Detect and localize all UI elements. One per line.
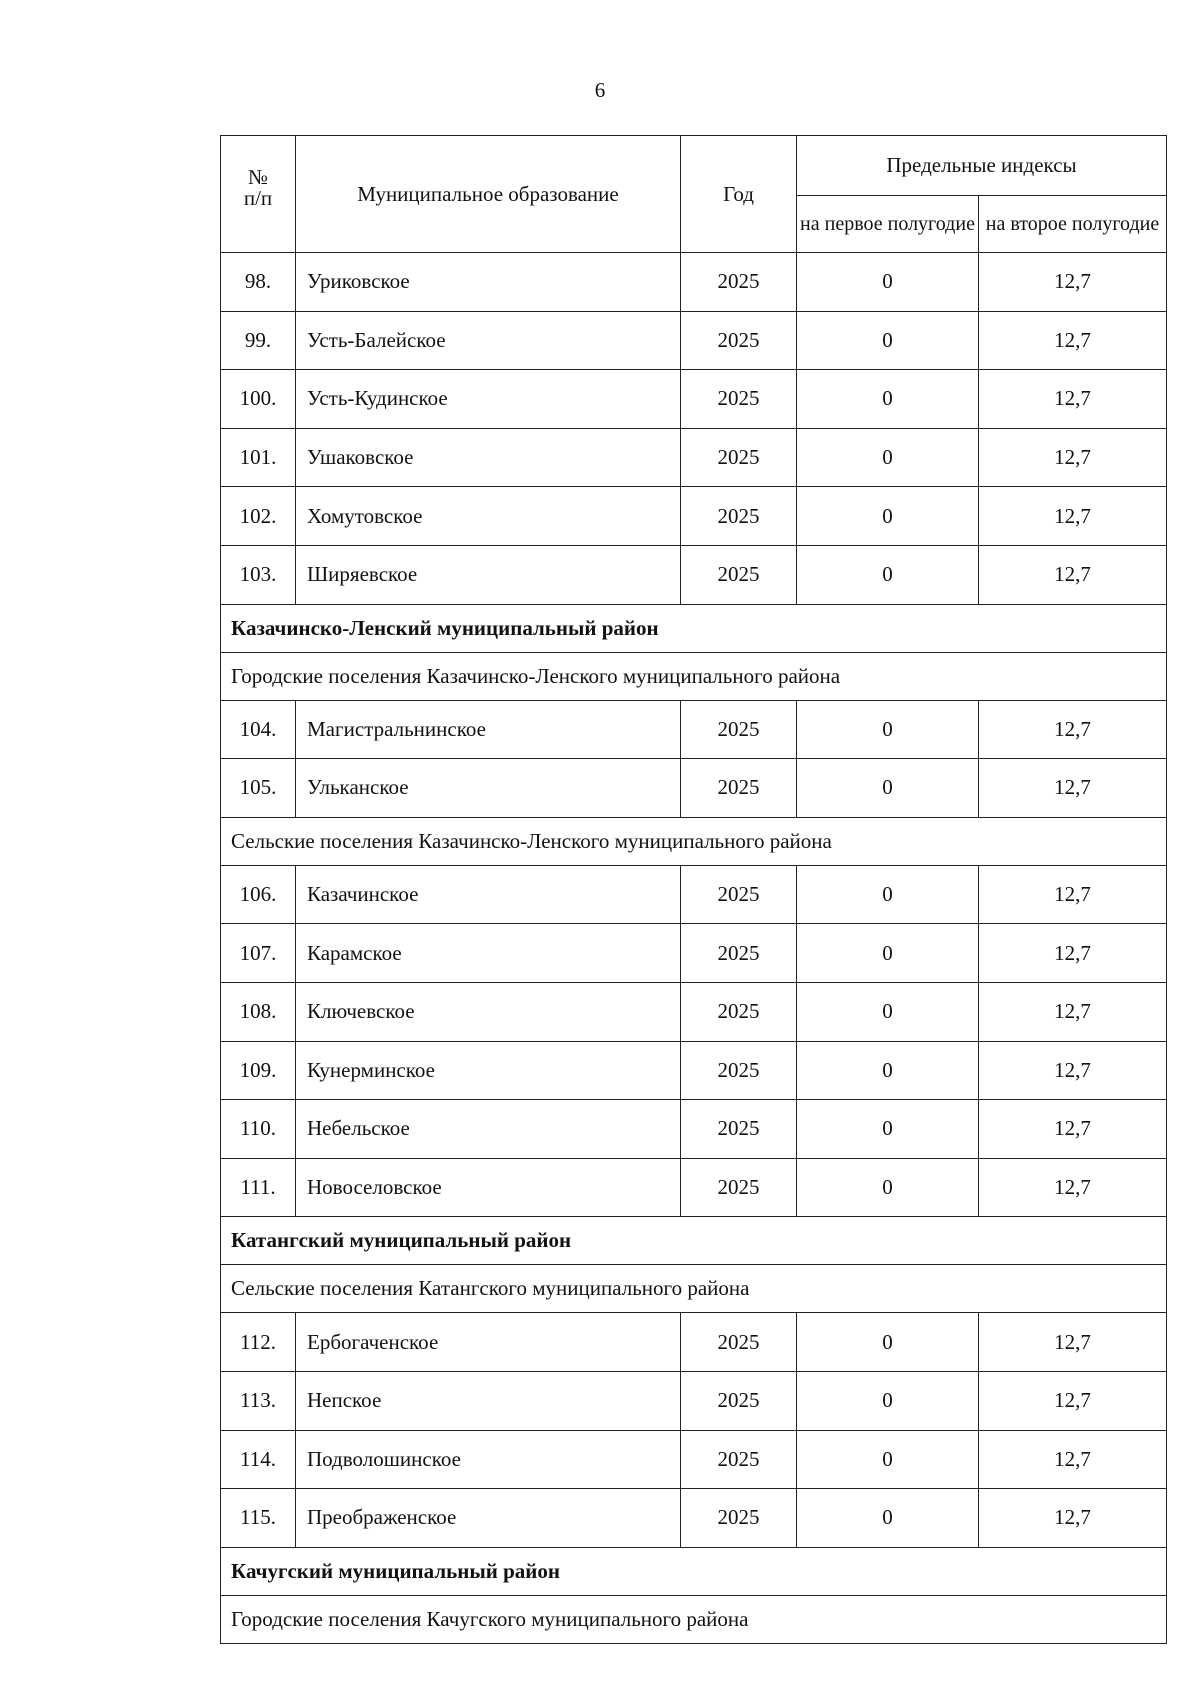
first-half-index: 0 (797, 1489, 979, 1548)
municipality-name: Карамское (296, 924, 681, 983)
table-header (221, 136, 1167, 253)
settlement-group-heading: Городские поселения Казачинско-Ленского муниципального района (221, 652, 1167, 700)
year-cell: 2025 (681, 1430, 797, 1489)
row-number: 105. (221, 759, 296, 818)
year-cell: 2025 (681, 1041, 797, 1100)
table-row (221, 253, 1167, 312)
second-half-index: 12,7 (979, 924, 1167, 983)
second-half-index: 12,7 (979, 487, 1167, 546)
first-half-index: 0 (797, 1041, 979, 1100)
district-heading: Казачинско-Ленский муниципальный район (221, 604, 1167, 652)
year-cell: 2025 (681, 545, 797, 604)
year-cell: 2025 (681, 1489, 797, 1548)
row-number: 114. (221, 1430, 296, 1489)
row-number: 113. (221, 1371, 296, 1430)
header-number-label: № п/п (243, 165, 273, 210)
table-row (221, 1100, 1167, 1159)
row-number: 115. (221, 1489, 296, 1548)
header-number (221, 136, 296, 253)
year-cell: 2025 (681, 253, 797, 312)
table-row (221, 1158, 1167, 1217)
municipality-name: Казачинское (296, 865, 681, 924)
first-half-index: 0 (797, 759, 979, 818)
second-half-index: 12,7 (979, 759, 1167, 818)
table-row (221, 759, 1167, 818)
row-number: 110. (221, 1100, 296, 1159)
settlement-group-heading: Сельские поселения Катангского муниципального района (221, 1265, 1167, 1313)
row-number: 111. (221, 1158, 296, 1217)
table-row (221, 428, 1167, 487)
year-cell: 2025 (681, 1158, 797, 1217)
year-cell: 2025 (681, 428, 797, 487)
row-number: 109. (221, 1041, 296, 1100)
header-first-half: на первое полугодие (797, 196, 979, 253)
municipality-name: Новоселовское (296, 1158, 681, 1217)
table-row (221, 1041, 1167, 1100)
table-row (221, 370, 1167, 429)
second-half-index: 12,7 (979, 1371, 1167, 1430)
first-half-index: 0 (797, 311, 979, 370)
year-cell: 2025 (681, 982, 797, 1041)
table-row (221, 1430, 1167, 1489)
first-half-index: 0 (797, 253, 979, 312)
row-number: 102. (221, 487, 296, 546)
year-cell: 2025 (681, 370, 797, 429)
municipality-name: Хомутовское (296, 487, 681, 546)
municipality-name: Ширяевское (296, 545, 681, 604)
table-row (221, 1313, 1167, 1372)
row-number: 103. (221, 545, 296, 604)
row-number: 108. (221, 982, 296, 1041)
second-half-index: 12,7 (979, 370, 1167, 429)
first-half-index: 0 (797, 924, 979, 983)
second-half-index: 12,7 (979, 700, 1167, 759)
table-row (221, 865, 1167, 924)
second-half-index: 12,7 (979, 865, 1167, 924)
year-cell: 2025 (681, 311, 797, 370)
table-row (221, 982, 1167, 1041)
municipality-name: Магистральнинское (296, 700, 681, 759)
municipality-name: Подволошинское (296, 1430, 681, 1489)
district-heading: Качугский муниципальный район (221, 1547, 1167, 1595)
municipality-name: Небельское (296, 1100, 681, 1159)
first-half-index: 0 (797, 545, 979, 604)
settlement-group-heading: Сельские поселения Казачинско-Ленского муниципального района (221, 817, 1167, 865)
row-number: 106. (221, 865, 296, 924)
header-year: Год (681, 136, 797, 253)
second-half-index: 12,7 (979, 982, 1167, 1041)
municipality-name: Ключевское (296, 982, 681, 1041)
row-number: 99. (221, 311, 296, 370)
district-row (221, 1547, 1167, 1595)
second-half-index: 12,7 (979, 253, 1167, 312)
first-half-index: 0 (797, 370, 979, 429)
header-second-half: на второе полугодие (979, 196, 1167, 253)
row-number: 100. (221, 370, 296, 429)
header-municipality: Муниципальное образование (296, 136, 681, 253)
first-half-index: 0 (797, 428, 979, 487)
settlement-group-row (221, 1265, 1167, 1313)
first-half-index: 0 (797, 700, 979, 759)
settlement-group-row (221, 1595, 1167, 1643)
page-number: 6 (594, 78, 606, 102)
second-half-index: 12,7 (979, 428, 1167, 487)
table-row (221, 311, 1167, 370)
first-half-index: 0 (797, 1371, 979, 1430)
settlement-group-heading: Городские поселения Качугского муниципального района (221, 1595, 1167, 1643)
table-row (221, 700, 1167, 759)
row-number: 101. (221, 428, 296, 487)
second-half-index: 12,7 (979, 1158, 1167, 1217)
first-half-index: 0 (797, 982, 979, 1041)
row-number: 112. (221, 1313, 296, 1372)
municipality-name: Преображенское (296, 1489, 681, 1548)
year-cell: 2025 (681, 759, 797, 818)
second-half-index: 12,7 (979, 545, 1167, 604)
municipality-name: Ушаковское (296, 428, 681, 487)
first-half-index: 0 (797, 1100, 979, 1159)
year-cell: 2025 (681, 1313, 797, 1372)
table-row (221, 487, 1167, 546)
year-cell: 2025 (681, 1100, 797, 1159)
first-half-index: 0 (797, 487, 979, 546)
district-heading: Катангский муниципальный район (221, 1217, 1167, 1265)
table-row (221, 924, 1167, 983)
table-body (221, 253, 1167, 1644)
district-row (221, 1217, 1167, 1265)
row-number: 104. (221, 700, 296, 759)
municipality-name: Усть-Балейское (296, 311, 681, 370)
year-cell: 2025 (681, 1371, 797, 1430)
year-cell: 2025 (681, 924, 797, 983)
row-number: 98. (221, 253, 296, 312)
municipality-name: Непское (296, 1371, 681, 1430)
settlement-group-row (221, 817, 1167, 865)
second-half-index: 12,7 (979, 1100, 1167, 1159)
second-half-index: 12,7 (979, 1041, 1167, 1100)
first-half-index: 0 (797, 1430, 979, 1489)
row-number: 107. (221, 924, 296, 983)
year-cell: 2025 (681, 487, 797, 546)
table-row (221, 545, 1167, 604)
first-half-index: 0 (797, 1313, 979, 1372)
year-cell: 2025 (681, 865, 797, 924)
second-half-index: 12,7 (979, 311, 1167, 370)
second-half-index: 12,7 (979, 1489, 1167, 1548)
district-row (221, 604, 1167, 652)
municipality-name: Усть-Кудинское (296, 370, 681, 429)
second-half-index: 12,7 (979, 1430, 1167, 1489)
settlement-group-row (221, 652, 1167, 700)
limit-indices-table (220, 135, 1167, 1644)
header-limit-indices: Предельные индексы (797, 136, 1167, 196)
second-half-index: 12,7 (979, 1313, 1167, 1372)
municipality-name: Ербогаченское (296, 1313, 681, 1372)
table-row (221, 1489, 1167, 1548)
municipality-name: Уриковское (296, 253, 681, 312)
table-row (221, 1371, 1167, 1430)
first-half-index: 0 (797, 865, 979, 924)
first-half-index: 0 (797, 1158, 979, 1217)
municipality-name: Кунерминское (296, 1041, 681, 1100)
municipality-name: Ульканское (296, 759, 681, 818)
year-cell: 2025 (681, 700, 797, 759)
